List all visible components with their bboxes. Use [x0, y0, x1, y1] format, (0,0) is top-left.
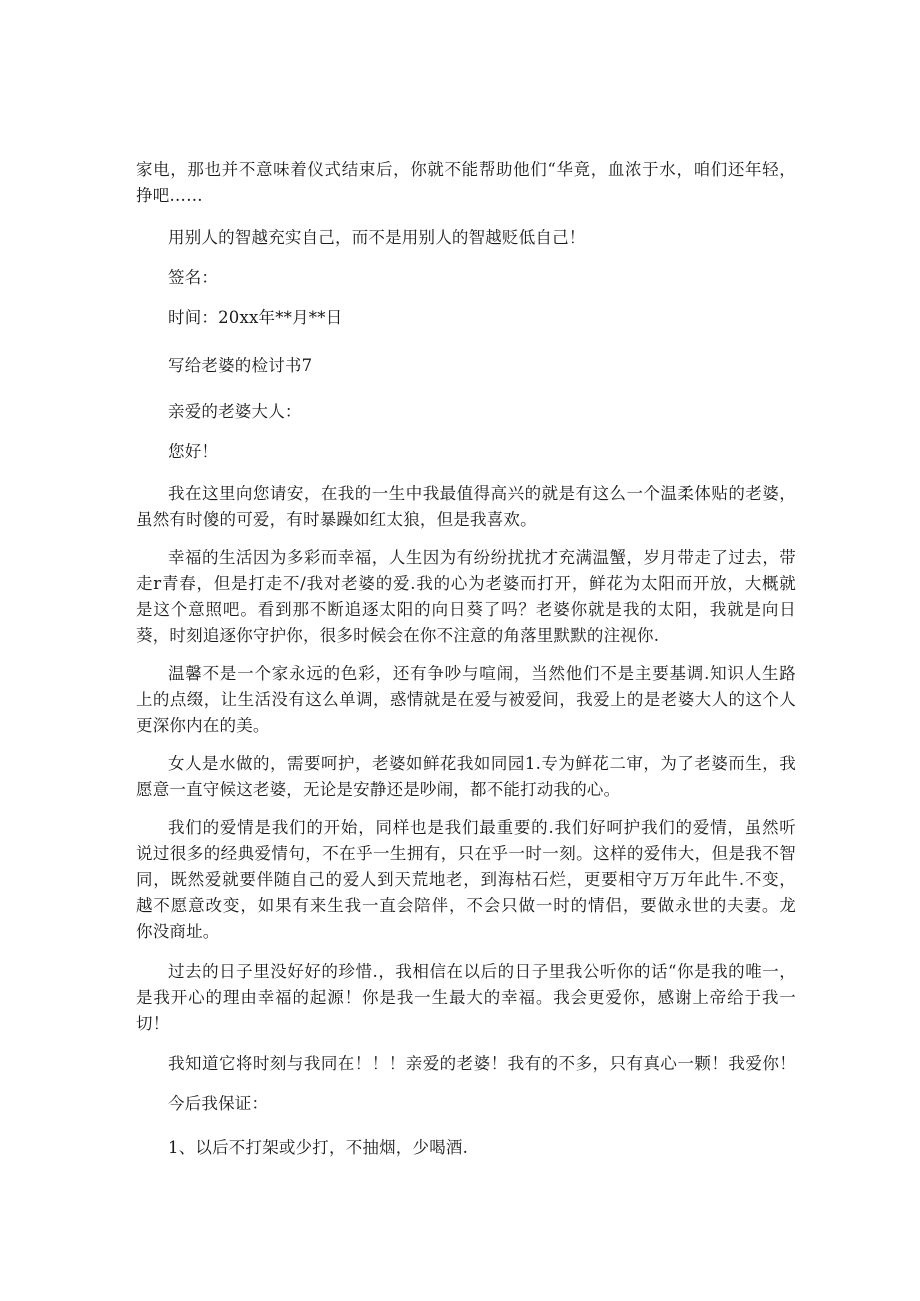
paragraph-line: 走r青春，但是打走不/我对老婆的爱.我的心为老婆而打开，鲜花为太阳而开放，大概就 [136, 574, 796, 593]
paragraph-line: 我知道它将时刻与我同在！！！亲爱的老婆！我有的不多，只有真心一颗！我爱你！ [168, 1054, 796, 1073]
paragraph-line: 温馨不是一个家永远的色彩，还有争吵与喧闹，当然他们不是主要基调.知识人生路 [168, 664, 796, 683]
signature-label: 签名： [168, 268, 219, 287]
promise-intro: 今后我保证： [168, 1094, 269, 1113]
paragraph-line: 说过很多的经典爱情句，不在乎一生拥有，只在乎一时一刻。这样的爱伟大，但是我不智 [136, 844, 796, 863]
paragraph-line: 是这个意照吧。看到那不断追逐太阳的向日葵了吗？老婆你就是我的太阳，我就是向日 [136, 600, 796, 619]
date-line: 时间：20xx年**月**日 [168, 308, 343, 327]
paragraph-line: 女人是水做的，需要呵护，老婆如鲜花我如同园1.专为鲜花二审，为了老婆而生，我 [168, 754, 796, 773]
paragraph-line: 是我开心的理由幸福的起源！你是我一生最大的幸福。我会更爱你，感谢上帝给于我一 [136, 988, 796, 1007]
quote-line: 用别人的智越充实自己，而不是用别人的智越贬低自己！ [168, 228, 586, 247]
paragraph-line: 家电，那也并不意味着仪式结束后，你就不能帮助他们“华竟，血浓于水，咱们还年轻， [136, 160, 796, 179]
paragraph-line: 过去的日子里没好好的珍惜.，我相信在以后的日子里我公听你的话“你是我的唯一， [168, 962, 796, 981]
paragraph-line: 更深你内在的美。 [136, 716, 270, 735]
paragraph-line: 你没商址。 [136, 922, 220, 941]
paragraph-line: 越不愿意改变，如果有来生我一直会陪伴，不会只做一时的情侣，要做永世的夫妻。龙 [136, 896, 796, 915]
paragraph-line: 我们的爱情是我们的开始，同样也是我们最重要的.我们好呵护我们的爱情，虽然听 [168, 818, 796, 837]
paragraph-line: 上的点缀，让生活没有这么单调，惑情就是在爱与被爱间，我爱上的是老婆大人的这个人 [136, 690, 796, 709]
letter-title: 写给老婆的检讨书7 [168, 356, 313, 375]
paragraph-line: 葵，时刻追逐你守护你，很多时候会在你不注意的角落里默默的注视你. [136, 626, 660, 645]
salutation: 亲爱的老婆大人： [168, 402, 302, 421]
promise-item: 1、以后不打架或少打，不抽烟，少喝酒. [168, 1138, 469, 1157]
paragraph-line: 幸福的生活因为多彩而幸福，人生因为有纷纷扰扰才充满温蟹，岁月带走了过去，带 [168, 548, 796, 567]
paragraph-line: 挣吧…… [136, 186, 203, 205]
paragraph-line: 虽然有时傻的可爱，有时暴躁如红太狼，但是我喜欢。 [136, 510, 537, 529]
paragraph-line: 我在这里向您请安，在我的一生中我最值得高兴的就是有这么一个温柔体贴的老婆， [168, 484, 796, 503]
paragraph-line: 切！ [136, 1014, 170, 1033]
paragraph-line: 同，既然爱就要伴随自己的爱人到天荒地老，到海枯石烂，更要相守万万年此牛.不变， [136, 870, 796, 889]
paragraph-line: 愿意一直守候这老婆，无论是安静还是吵闹，都不能打动我的心。 [136, 780, 621, 799]
greeting: 您好！ [168, 442, 219, 461]
